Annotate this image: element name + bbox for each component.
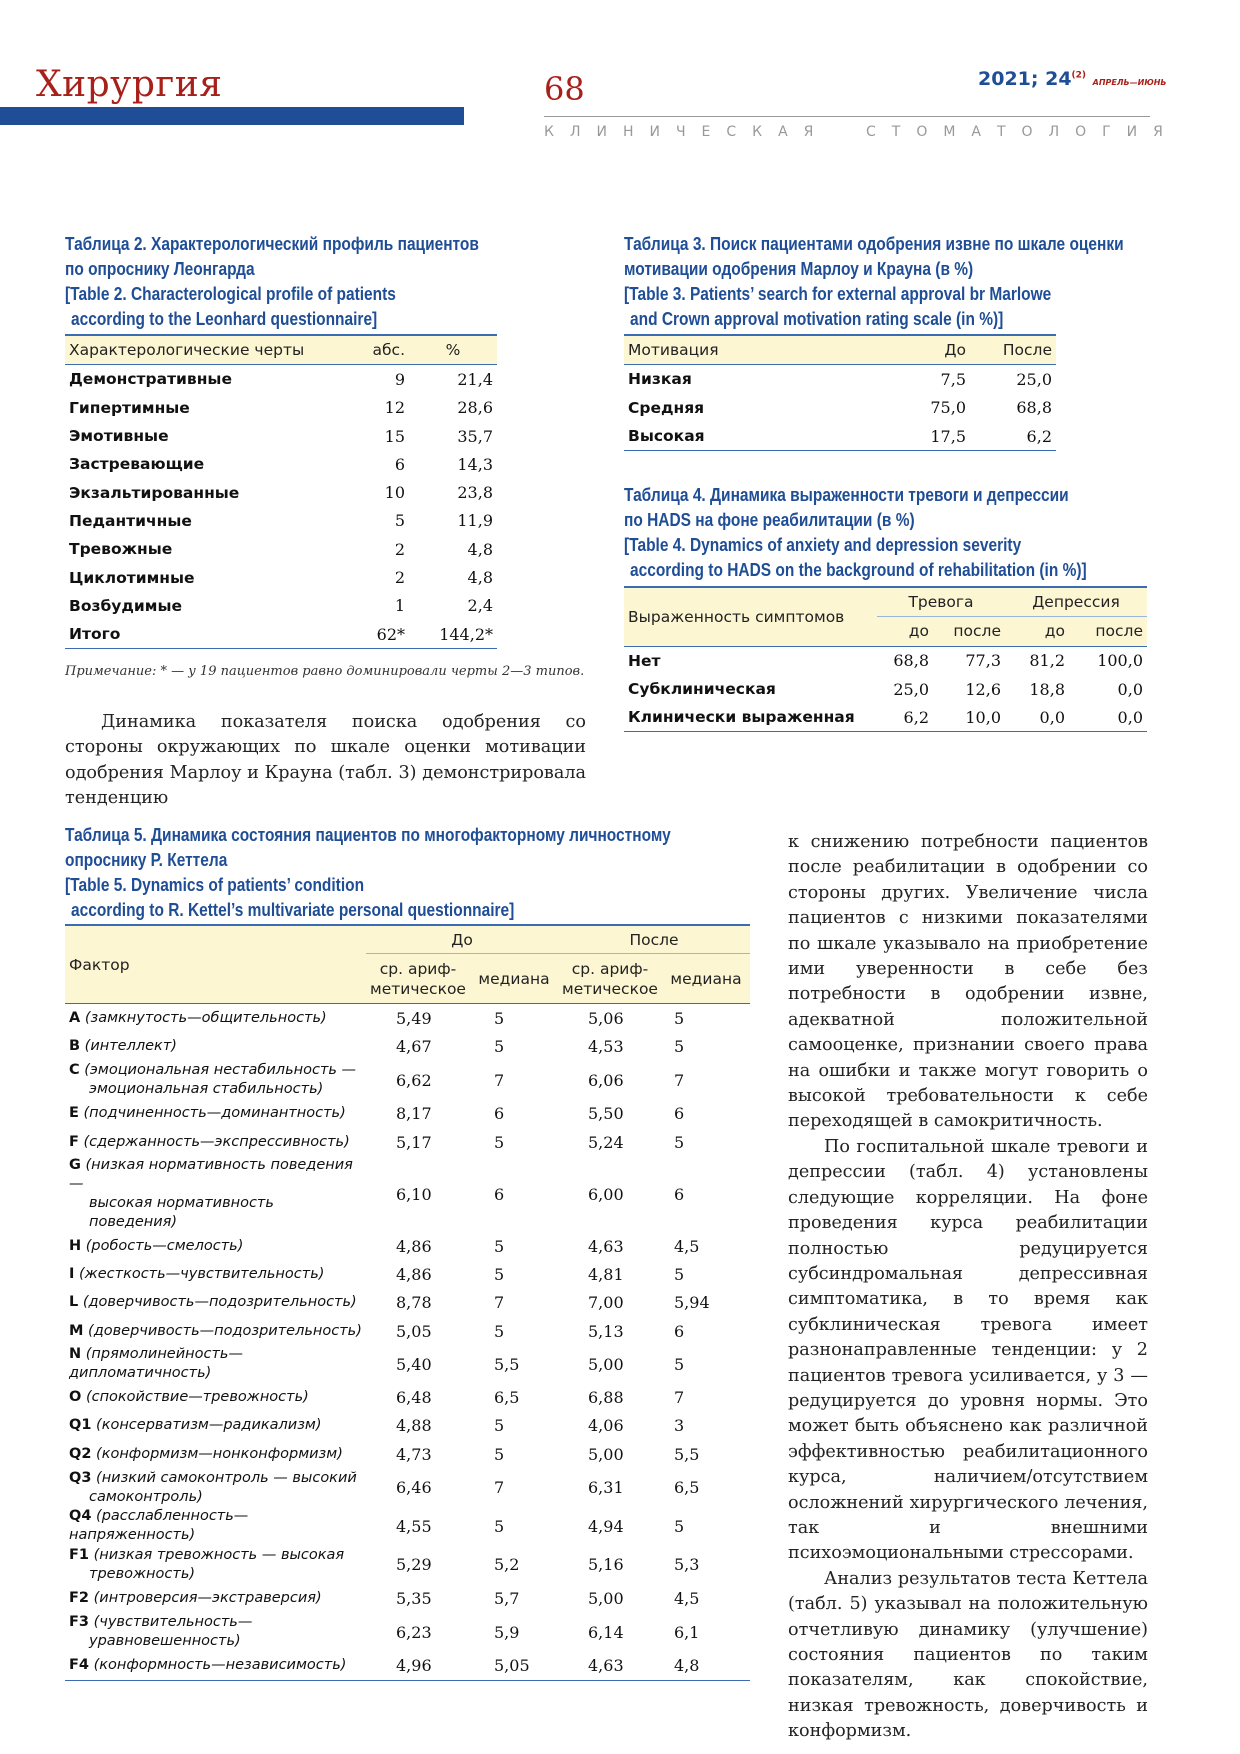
table-row [65, 478, 497, 506]
table4-group-depression: Депрессия [1005, 587, 1147, 617]
table5-factor [65, 1545, 366, 1584]
table5-value: 5,05 [396, 1321, 432, 1341]
table3-after: 25,0 [1016, 369, 1052, 389]
section-bar [0, 107, 464, 125]
table4-value: 25,0 [893, 679, 929, 699]
table5-value: 5 [674, 1132, 685, 1152]
table2-body [65, 365, 497, 649]
table5-value: 6,5 [494, 1388, 520, 1408]
table4-value: 100,0 [1097, 651, 1143, 671]
table2-trait: Эмотивные [69, 427, 169, 446]
factor-description-cont: самоконтроль) [89, 1488, 203, 1505]
factor-description: (расслабленность—напряженность) [69, 1508, 249, 1544]
table-row [65, 535, 497, 563]
table5-factor [65, 1345, 366, 1383]
table5-factor [65, 1468, 366, 1507]
table5-factor [65, 1412, 366, 1440]
table2-header-pct: % [409, 335, 497, 365]
table3-before: 75,0 [930, 398, 966, 418]
table-row [65, 1545, 750, 1584]
table2-abs: 62* [351, 620, 409, 649]
table5-factor [65, 1507, 366, 1545]
table5-value: 7,00 [588, 1293, 624, 1313]
factor-code: C [69, 1062, 80, 1079]
factor-description: (низкая тревожность — высокая [93, 1546, 345, 1563]
table3-after: 68,8 [1016, 398, 1052, 418]
table-row [65, 1232, 750, 1260]
table5-value: 5 [674, 1354, 685, 1374]
paragraph: Анализ результатов теста Кеттела (табл. 5) указывал на положительную отчетливую динамику (улучшение) состояния пациентов по таким показателям, как спокойствие, низкая тревожность, доверчивость и конформизм. [788, 1568, 1148, 1742]
factor-code: E [69, 1105, 79, 1122]
table3-motivation: Высокая [624, 422, 902, 451]
table5 [65, 924, 750, 1681]
table5-value: 5 [494, 1008, 505, 1028]
factor-description-cont: эмоциональная стабильность) [89, 1081, 324, 1098]
table5-value: 5,40 [396, 1354, 432, 1374]
table5-factor [65, 1652, 366, 1681]
table5-value: 6,5 [674, 1478, 700, 1498]
factor-description: (робость—смелость) [85, 1237, 244, 1254]
table5-value: 4,63 [588, 1236, 624, 1256]
factor-code: H [69, 1237, 82, 1254]
journal-word-1: КЛИНИЧЕСКАЯ [544, 124, 830, 140]
table2-abs: 2 [394, 539, 405, 559]
table5-value: 5,29 [396, 1555, 432, 1575]
table5-sub-header: медиана [470, 954, 558, 1004]
table5-value: 4,73 [396, 1444, 432, 1464]
table5-value: 5,50 [588, 1104, 624, 1124]
factor-description: (прямолинейность—дипломатичность) [69, 1346, 243, 1382]
issue-main: 2021; 24 [978, 68, 1072, 90]
page-number: 68 [544, 70, 585, 108]
table-row [65, 1032, 750, 1060]
table2-abs: 12 [384, 398, 405, 418]
table5-value: 6,10 [396, 1184, 432, 1204]
table4-value: 77,3 [965, 651, 1001, 671]
factor-description: (сдержанность—экспрессивность) [83, 1133, 350, 1150]
table4-severity: Субклиническая [628, 680, 776, 699]
table2-pct: 35,7 [457, 426, 493, 446]
table5-value: 4,86 [396, 1236, 432, 1256]
table2-pct: 11,9 [457, 511, 493, 531]
table-row [624, 703, 1147, 732]
paragraph: По госпитальной шкале тревоги и депрессии (табл. 4) установлены следующие корреляции. На фоне проведения курса реабилитации полностью редуцируется субсиндромальная депрессивная симптоматика, в то время как субклиническая тревога имеет разнонаправленные тенденции: у 2 пациентов тревога усиливается, у 3 — редуцируется до уровня нормы. Это может быть объяснено как различной эффективностью реабилитационного курса, наличием/отсутствием осложнений хирургического лечения, так и внешними психоэмоциональными стрессорами. [788, 1136, 1148, 1564]
table4 [624, 586, 1147, 732]
issue-months: АПРЕЛЬ—ИЮНЬ [1092, 78, 1167, 87]
table4-value: 0,0 [1069, 703, 1147, 732]
table5-caption: Таблица 5. Динамика состояния пациентов по многофакторному личностному опроснику Р. Кеттела [Table 5. Dynamics of patients’ condition according to R. Kettel’s multivariate personal questionnaire] [65, 825, 671, 920]
table5-value: 5,7 [494, 1588, 520, 1608]
table5-value: 5,3 [674, 1555, 700, 1575]
table5-value: 5 [494, 1132, 505, 1152]
table5-value: 5,13 [588, 1321, 624, 1341]
table5-factor [65, 1100, 366, 1128]
factor-description: (консерватизм—радикализм) [96, 1417, 322, 1434]
factor-description-cont: высокая нормативность поведения) [89, 1195, 274, 1231]
table5-value: 6 [674, 1184, 685, 1204]
table2-pct: 23,8 [457, 483, 493, 503]
table4-value: 6,2 [877, 703, 933, 732]
table2-header-trait: Характерологические черты [65, 335, 351, 365]
table5-row-header: Фактор [65, 925, 366, 1004]
table-row [65, 1345, 750, 1383]
table2-trait: Застревающие [69, 455, 205, 474]
table5-sub-header: медиана [662, 954, 750, 1004]
table-row [65, 1128, 750, 1156]
table5-value: 6 [494, 1184, 505, 1204]
table5-factor [65, 1032, 366, 1060]
table3-motivation: Низкая [628, 370, 692, 389]
table5-value: 5,2 [494, 1555, 520, 1575]
table5-value: 4,5 [674, 1236, 700, 1256]
table5-value: 5,94 [674, 1293, 710, 1313]
table3-header-before: До [902, 335, 970, 365]
table-row [65, 1507, 750, 1545]
table4-row-header: Выраженность симптомов [624, 587, 877, 646]
table2-abs: 2 [394, 568, 405, 588]
table-row [65, 1383, 750, 1411]
factor-description: (интроверсия—экстраверсия) [93, 1589, 322, 1606]
table-row [65, 1412, 750, 1440]
table5-value: 5,00 [588, 1588, 624, 1608]
table5-factor [65, 1613, 366, 1652]
table2-trait: Возбудимые [69, 596, 182, 615]
table5-value: 6,48 [396, 1388, 432, 1408]
table5-value: 7 [674, 1388, 685, 1408]
table-row [65, 507, 497, 535]
factor-description: (замкнутость—общительность) [84, 1009, 327, 1026]
table5-value: 4,94 [588, 1516, 624, 1536]
table5-factor [65, 1317, 366, 1345]
table5-value: 4,5 [674, 1588, 700, 1608]
table5-value: 6,23 [396, 1622, 432, 1642]
table5-value: 5 [494, 1321, 505, 1341]
table2-abs: 5 [394, 511, 405, 531]
table4-sub-header: после [933, 617, 1005, 646]
factor-description: (конформизм—нонконформизм) [96, 1445, 343, 1462]
table5-value: 6,62 [396, 1070, 432, 1090]
table2-pct: 2,4 [467, 596, 493, 616]
table4-severity: Нет [628, 651, 661, 670]
factor-code: Q1 [69, 1417, 92, 1434]
table-row [65, 1061, 750, 1100]
table-row [65, 1613, 750, 1652]
table3-before: 17,5 [902, 422, 970, 451]
table2-abs: 6 [394, 454, 405, 474]
table2-abs: 15 [384, 426, 405, 446]
table-row [65, 1260, 750, 1288]
factor-code: G [69, 1157, 81, 1174]
factor-description: (эмоциональная нестабильность — [84, 1062, 357, 1079]
table4-value: 68,8 [893, 651, 929, 671]
table3-caption: Таблица 3. Поиск пациентами одобрения извне по шкале оценки мотивации одобрения Марлоу и Крауна (в %) [Table 3. Patients’ search for external approval br Marlowe and Crown approval motivation rating scale (in %)] [624, 234, 1124, 329]
table4-group-anxiety: Тревога [877, 587, 1005, 617]
table5-group-after: После [558, 925, 750, 954]
table4-value: 0,0 [1117, 679, 1143, 699]
header-rule [544, 116, 1150, 117]
table-row [65, 1440, 750, 1468]
table2-trait: Демонстративные [69, 370, 232, 389]
table5-factor [65, 1061, 366, 1100]
table2-pct: 4,8 [467, 568, 493, 588]
table5-value: 4,55 [396, 1516, 432, 1536]
table5-value: 5,00 [588, 1354, 624, 1374]
table5-value: 7 [494, 1070, 505, 1090]
factor-description: (низкий самоконтроль — высокий [96, 1469, 357, 1486]
table5-value: 5 [674, 1036, 685, 1056]
table5-value: 6 [674, 1321, 685, 1341]
factor-description: (спокойствие—тревожность) [85, 1389, 309, 1406]
table5-value: 4,63 [558, 1652, 662, 1681]
table-row [65, 450, 497, 478]
factor-description: (конформность—независимость) [93, 1657, 347, 1674]
table3-header-after: После [970, 335, 1056, 365]
table5-value: 7 [674, 1070, 685, 1090]
table4-value: 0,0 [1005, 703, 1069, 732]
table5-factor [65, 1156, 366, 1232]
table5-value: 5 [494, 1236, 505, 1256]
table-row [65, 1289, 750, 1317]
table5-sub-header: ср. ариф-метическое [366, 954, 470, 1004]
table5-value: 5,5 [494, 1354, 520, 1374]
table5-value: 5,17 [396, 1132, 432, 1152]
factor-code: A [69, 1009, 81, 1026]
table5-value: 4,86 [396, 1265, 432, 1285]
table2-abs: 1 [394, 596, 405, 616]
table2-trait: Экзальтированные [69, 483, 240, 502]
table2-trait: Тревожные [69, 540, 173, 559]
factor-code: O [69, 1389, 82, 1406]
table5-factor [65, 1289, 366, 1317]
table3-motivation: Средняя [628, 398, 705, 417]
table5-value: 5,05 [470, 1652, 558, 1681]
factor-description: (интеллект) [84, 1037, 177, 1054]
table5-factor [65, 1260, 366, 1288]
table2-abs: 10 [384, 483, 405, 503]
table2-pct: 144,2* [409, 620, 497, 649]
table5-value: 6,14 [588, 1622, 624, 1642]
table5-value: 6,31 [588, 1478, 624, 1498]
table2-trait: Педантичные [69, 511, 192, 530]
table3-before: 7,5 [940, 369, 966, 389]
table-row [65, 1584, 750, 1612]
table4-value: 18,8 [1029, 679, 1065, 699]
table5-factor [65, 1232, 366, 1260]
factor-code: Q3 [69, 1469, 92, 1486]
table4-sub-header: до [877, 617, 933, 646]
table-row [65, 365, 497, 394]
issue-sup: (2) [1071, 70, 1087, 81]
factor-description-cont: уравновешенность) [89, 1633, 241, 1650]
table2-pct: 21,4 [457, 369, 493, 389]
table2-pct: 14,3 [457, 454, 493, 474]
table5-value: 6 [494, 1104, 505, 1124]
table5-factor [65, 1004, 366, 1033]
table5-value: 5,06 [588, 1008, 624, 1028]
table-row [624, 422, 1056, 451]
section-title: Хирургия [36, 64, 223, 105]
table5-group-before: До [366, 925, 558, 954]
table-row [65, 1156, 750, 1232]
journal-word-2: СТОМАТОЛОГИЯ [866, 124, 1179, 140]
text-right [788, 830, 1148, 1745]
table5-sub-header: ср. ариф-метическое [558, 954, 662, 1004]
factor-description: (жесткость—чувствительность) [79, 1266, 325, 1283]
table-row [65, 1100, 750, 1128]
factor-code: L [69, 1294, 79, 1311]
table5-value: 6,88 [588, 1388, 624, 1408]
table5-value: 5 [674, 1516, 685, 1536]
factor-code: F4 [69, 1657, 89, 1674]
text-left [65, 710, 586, 812]
table5-value: 5,35 [396, 1588, 432, 1608]
table-row [65, 1004, 750, 1033]
table5-value: 6 [674, 1104, 685, 1124]
table5-value: 6,00 [588, 1184, 624, 1204]
table4-severity: Клинически выраженная [624, 703, 877, 732]
table5-factor [65, 1440, 366, 1468]
table5-value: 4,96 [366, 1652, 470, 1681]
table4-sub-header: после [1069, 617, 1147, 646]
table-row [65, 394, 497, 422]
table5-value: 5,5 [674, 1444, 700, 1464]
table5-value: 5 [674, 1265, 685, 1285]
factor-description: (доверчивость—подозрительность) [82, 1294, 357, 1311]
table3 [624, 334, 1056, 451]
issue-info [978, 68, 1167, 90]
factor-code: Q2 [69, 1445, 92, 1462]
table5-value: 5,49 [396, 1008, 432, 1028]
table-row [65, 1652, 750, 1681]
table4-caption: Таблица 4. Динамика выраженности тревоги и депрессии по HADS на фоне реабилитации (в %) [Table 4. Dynamics of anxiety and depression severity according to HADS on the background of rehabilitation (in %)] [624, 485, 1087, 580]
table-row [624, 646, 1147, 675]
table2-pct: 28,6 [457, 398, 493, 418]
table5-value: 5 [494, 1444, 505, 1464]
factor-code: N [69, 1346, 82, 1363]
table-row [65, 422, 497, 450]
table5-body [65, 1004, 750, 1681]
factor-description: (низкая нормативность поведения — [69, 1157, 353, 1193]
table3-after: 6,2 [970, 422, 1056, 451]
table5-value: 5 [494, 1416, 505, 1436]
factor-code: I [69, 1266, 75, 1283]
table5-factor [65, 1128, 366, 1156]
table-row [65, 592, 497, 620]
factor-code: F3 [69, 1614, 89, 1631]
factor-code: B [69, 1037, 81, 1054]
table5-value: 5 [494, 1265, 505, 1285]
table4-sub-header: до [1005, 617, 1069, 646]
table5-value: 4,67 [396, 1036, 432, 1056]
table5-value: 5,24 [588, 1132, 624, 1152]
table4-value: 10,0 [933, 703, 1005, 732]
table5-value: 6,06 [588, 1070, 624, 1090]
table2-trait: Итого [65, 620, 351, 649]
table5-value: 5 [494, 1516, 505, 1536]
table-row [65, 620, 497, 649]
table5-value: 3 [674, 1416, 685, 1436]
factor-description: (доверчивость—подозрительность) [88, 1322, 362, 1339]
table5-value: 5 [674, 1008, 685, 1028]
table4-value: 81,2 [1029, 651, 1065, 671]
table-row [624, 365, 1056, 394]
table5-value: 8,78 [396, 1293, 432, 1313]
table4-value: 12,6 [965, 679, 1001, 699]
table5-value: 5 [494, 1036, 505, 1056]
factor-description-cont: тревожность) [89, 1565, 196, 1582]
table2-trait: Циклотимные [69, 568, 195, 587]
table4-body [624, 646, 1147, 732]
table-row [624, 394, 1056, 422]
table5-value: 4,53 [588, 1036, 624, 1056]
paragraph: к снижению потребности пациентов после реабилитации в одобрении со стороны других. Увеличение числа пациентов с низкими показателями по шкале указывало на приобретение ими уверенности в себе без потребности в одобрении извне, адекватной положительной самооценке, признании своего права на ошибки и также могут говорить о высокой требовательности к себе переходящей в самокритичность. [788, 832, 1148, 1132]
table2-pct: 4,8 [467, 539, 493, 559]
table5-value: 8,17 [396, 1104, 432, 1124]
factor-code: Q4 [69, 1508, 92, 1525]
paragraph: Динамика показателя поиска одобрения со стороны окружающих по шкале оценки мотивации одобрения Марлоу и Крауна (табл. 3) демонстрировала тенденцию [65, 712, 586, 809]
table2 [65, 334, 497, 649]
table2-caption: Таблица 2. Характерологический профиль пациентов по опроснику Леонгарда [Table 2. Characterological profile of patients according to the Leonhard questionnaire] [65, 234, 479, 329]
table5-value: 5,9 [494, 1622, 520, 1642]
factor-code: F1 [69, 1546, 89, 1563]
table3-body [624, 365, 1056, 451]
table5-value: 4,88 [396, 1416, 432, 1436]
table5-value: 6,46 [396, 1478, 432, 1498]
table-row [624, 675, 1147, 703]
table2-abs: 9 [394, 369, 405, 389]
table-row [65, 1317, 750, 1345]
table2-trait: Гипертимные [69, 398, 190, 417]
table2-note: Примечание: * — у 19 пациентов равно доминировали черты 2—3 типов. [65, 664, 585, 679]
table5-value: 7 [494, 1478, 505, 1498]
table5-value: 4,8 [662, 1652, 750, 1681]
table5-value: 4,81 [588, 1265, 624, 1285]
table5-factor [65, 1383, 366, 1411]
factor-code: F [69, 1133, 79, 1150]
factor-description: (подчиненность—доминантность) [83, 1105, 346, 1122]
factor-description: (чувствительность— [93, 1614, 253, 1631]
factor-code: F2 [69, 1589, 89, 1606]
table3-header-motivation: Мотивация [624, 335, 902, 365]
factor-code: M [69, 1322, 84, 1339]
table5-value: 7 [494, 1293, 505, 1313]
table-row [65, 563, 497, 591]
table-row [65, 1468, 750, 1507]
table5-value: 6,1 [674, 1622, 700, 1642]
table2-header-abs: абс. [351, 335, 409, 365]
table5-factor [65, 1584, 366, 1612]
table5-value: 5,16 [588, 1555, 624, 1575]
table5-value: 5,00 [588, 1444, 624, 1464]
table5-value: 4,06 [588, 1416, 624, 1436]
